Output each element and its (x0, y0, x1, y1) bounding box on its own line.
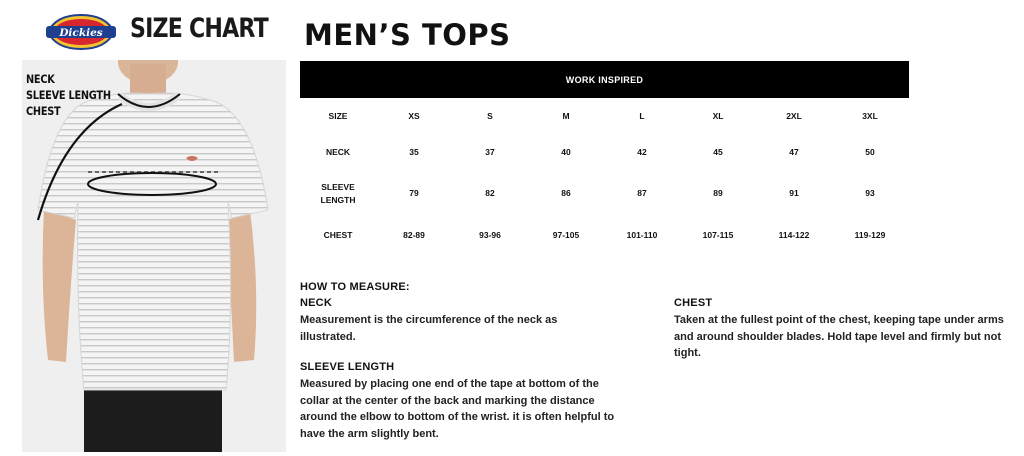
sleeve-heading: SLEEVE LENGTH (300, 361, 395, 373)
table-cell: 79 (409, 188, 419, 198)
size-chart-title: SIZE CHART (130, 13, 268, 44)
table-cell: 93-96 (479, 230, 501, 240)
size-header-xs: XS (408, 111, 420, 121)
table-cell: 97-105 (552, 230, 580, 240)
row-label-sleeve: SLEEVE (321, 182, 355, 192)
size-header-3xl: 3XL (862, 111, 878, 121)
table-cell: 37 (485, 147, 495, 157)
sleeve-description: Measured by placing one end of the tape at bottom of the collar at the center of the back and marking the distance around the elbow to bottom of the wrist. it is often helpful to have the arm slightly bent. (300, 378, 615, 440)
table-cell: 40 (561, 147, 571, 157)
size-header-xl: XL (712, 111, 724, 121)
table-title: WORK INSPIRED (565, 74, 644, 85)
shirt-illustration (22, 60, 286, 452)
table-cell: 82 (485, 188, 495, 198)
table-cell: 89 (713, 188, 723, 198)
row-label-size: SIZE (328, 111, 348, 121)
table-cell: 87 (637, 188, 647, 198)
dickies-logo (44, 12, 118, 52)
table-cell: 114-122 (778, 230, 810, 240)
right-arm (228, 210, 256, 362)
table-cell: 107-115 (702, 230, 734, 240)
size-header-2xl: 2XL (786, 111, 802, 121)
row-label-neck: NECK (325, 147, 351, 157)
table-title-bar (300, 61, 909, 98)
logo-wordmark: Dickies (59, 27, 103, 39)
chest-description: Taken at the fullest point of the chest, keeping tape under arms and around shoulder blades. Hold tape level and firmly but not tight. (674, 314, 1004, 360)
table-cell: 45 (713, 147, 723, 157)
how-to-measure-title: HOW TO MEASURE: (300, 281, 410, 293)
neck-description: Measurement is the circumference of the neck as illustrated. (300, 314, 558, 343)
legend-sleeve-length: SLEEVE LENGTH (26, 88, 111, 102)
table-cell: 50 (865, 147, 875, 157)
table-cell: 101-110 (626, 230, 658, 240)
size-header-m: M (562, 111, 570, 121)
table-cell: 35 (409, 147, 419, 157)
table-cell: 82-89 (403, 230, 425, 240)
legend-chest: CHEST (26, 104, 61, 118)
size-header-l: L (639, 111, 645, 121)
neck-heading: NECK (300, 297, 332, 309)
table-cell: 119-129 (854, 230, 886, 240)
table-cell: 47 (789, 147, 799, 157)
shirt-image (22, 60, 286, 452)
table-cell: 42 (637, 147, 647, 157)
table-cell: 91 (789, 188, 799, 198)
table-cell: 93 (865, 188, 875, 198)
chest-heading: CHEST (674, 297, 713, 309)
left-arm (43, 208, 76, 362)
row-label-sleeve-line2: LENGTH (320, 195, 356, 205)
size-header-s: S (487, 111, 493, 121)
section-title: MEN’S TOPS (304, 18, 511, 52)
row-label-chest: CHEST (323, 230, 353, 240)
table-cell: 86 (561, 188, 571, 198)
legend-neck: NECK (26, 72, 55, 86)
